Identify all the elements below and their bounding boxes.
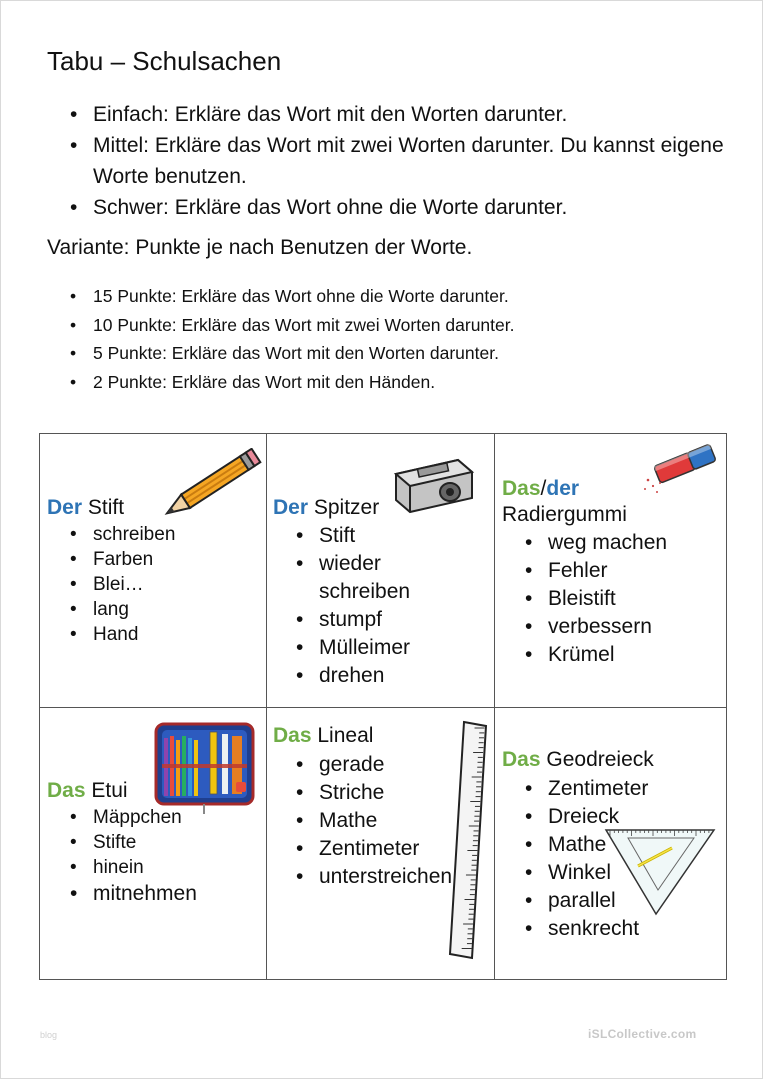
card-lineal-list xyxy=(296,751,452,891)
word-etui: Etui xyxy=(91,779,128,802)
list-item: • Farben xyxy=(70,547,175,572)
card-spitzer-title xyxy=(273,496,379,520)
points-2: • 2 Punkte: Erkläre das Wort mit den Händen. xyxy=(70,368,514,397)
pencil-icon xyxy=(155,448,263,524)
list-item: • Blei… xyxy=(70,572,175,597)
list-item: • Striche xyxy=(296,779,452,807)
word-spitzer: Spitzer xyxy=(313,496,380,519)
article-das: Das xyxy=(502,477,541,500)
list-item: • verbessern xyxy=(525,613,667,641)
footer-blog-label: blog xyxy=(40,1030,58,1040)
list-item: • Mülleimer xyxy=(296,634,446,662)
list-item: • Mathe xyxy=(525,831,648,859)
rules-list xyxy=(70,99,730,223)
list-item: • Krümel xyxy=(525,641,667,669)
list-item: • lang xyxy=(70,597,175,622)
list-item: • senkrecht xyxy=(525,915,648,943)
list-item: • unterstreichen xyxy=(296,863,452,891)
word-stift: Stift xyxy=(87,496,125,519)
card-radiergummi-title xyxy=(502,476,627,528)
list-item: • Stift xyxy=(296,522,446,550)
card-stift-list xyxy=(70,522,175,647)
sharpener-icon xyxy=(392,452,477,516)
list-item: • parallel xyxy=(525,887,648,915)
article-separator: / xyxy=(540,477,547,500)
card-etui-title xyxy=(47,779,128,803)
article-der: Der xyxy=(47,496,83,519)
ruler-icon xyxy=(446,720,490,960)
article-das: Das xyxy=(273,724,312,747)
list-item: • gerade xyxy=(296,751,452,779)
word-geodreieck: Geodreieck xyxy=(546,748,654,771)
article-der: Der xyxy=(273,496,309,519)
article-das: Das xyxy=(502,748,541,771)
variant-heading: Variante: Punkte je nach Benutzen der Worte. xyxy=(47,236,473,259)
list-item: • wieder schreiben xyxy=(296,550,446,606)
rule-medium: • Mittel: Erkläre das Wort mit zwei Worten darunter. Du kannst eigene Worte benutzen. xyxy=(70,130,730,192)
footer-watermark: iSLCollective.com xyxy=(588,1027,697,1041)
card-lineal-title xyxy=(273,724,373,748)
list-item: • Mathe xyxy=(296,807,452,835)
card-radiergummi-list xyxy=(525,529,667,669)
card-geodreieck-list xyxy=(525,775,648,943)
card-etui-list xyxy=(70,805,197,908)
list-item: • hinein xyxy=(70,855,197,880)
card-stift-title xyxy=(47,496,124,520)
list-item: • Hand xyxy=(70,622,175,647)
list-item: • Stifte xyxy=(70,830,197,855)
list-item: • Zentimeter xyxy=(525,775,648,803)
points-list xyxy=(70,282,514,396)
eraser-icon xyxy=(640,436,724,498)
article-das: Das xyxy=(47,779,86,802)
list-item: • drehen xyxy=(296,662,446,690)
points-10: • 10 Punkte: Erkläre das Wort mit zwei Worten darunter. xyxy=(70,311,514,340)
card-spitzer-list xyxy=(296,522,446,690)
list-item: • weg machen xyxy=(525,529,667,557)
word-lineal: Lineal xyxy=(317,724,374,747)
page-title: Tabu – Schulsachen xyxy=(47,46,282,76)
word-radiergummi: Radiergummi xyxy=(502,503,627,526)
article-der: der xyxy=(546,477,580,500)
list-item: • schreiben xyxy=(70,522,175,547)
list-item: • Winkel xyxy=(525,859,648,887)
list-item: • Zentimeter xyxy=(296,835,452,863)
list-item: • Dreieck xyxy=(525,803,648,831)
list-item: • stumpf xyxy=(296,606,446,634)
list-item: • Fehler xyxy=(525,557,667,585)
rule-easy: • Einfach: Erkläre das Wort mit den Worten darunter. xyxy=(70,99,730,130)
list-item: • Mäppchen xyxy=(70,805,197,830)
points-5: • 5 Punkte: Erkläre das Wort mit den Worten darunter. xyxy=(70,339,514,368)
points-15: • 15 Punkte: Erkläre das Wort ohne die Worte darunter. xyxy=(70,282,514,311)
rule-hard: • Schwer: Erkläre das Wort ohne die Worte darunter. xyxy=(70,192,730,223)
card-geodreieck-title xyxy=(502,748,654,772)
list-item: • mitnehmen xyxy=(70,880,197,908)
pencil-case-icon xyxy=(154,722,255,816)
list-item: • Bleistift xyxy=(525,585,667,613)
